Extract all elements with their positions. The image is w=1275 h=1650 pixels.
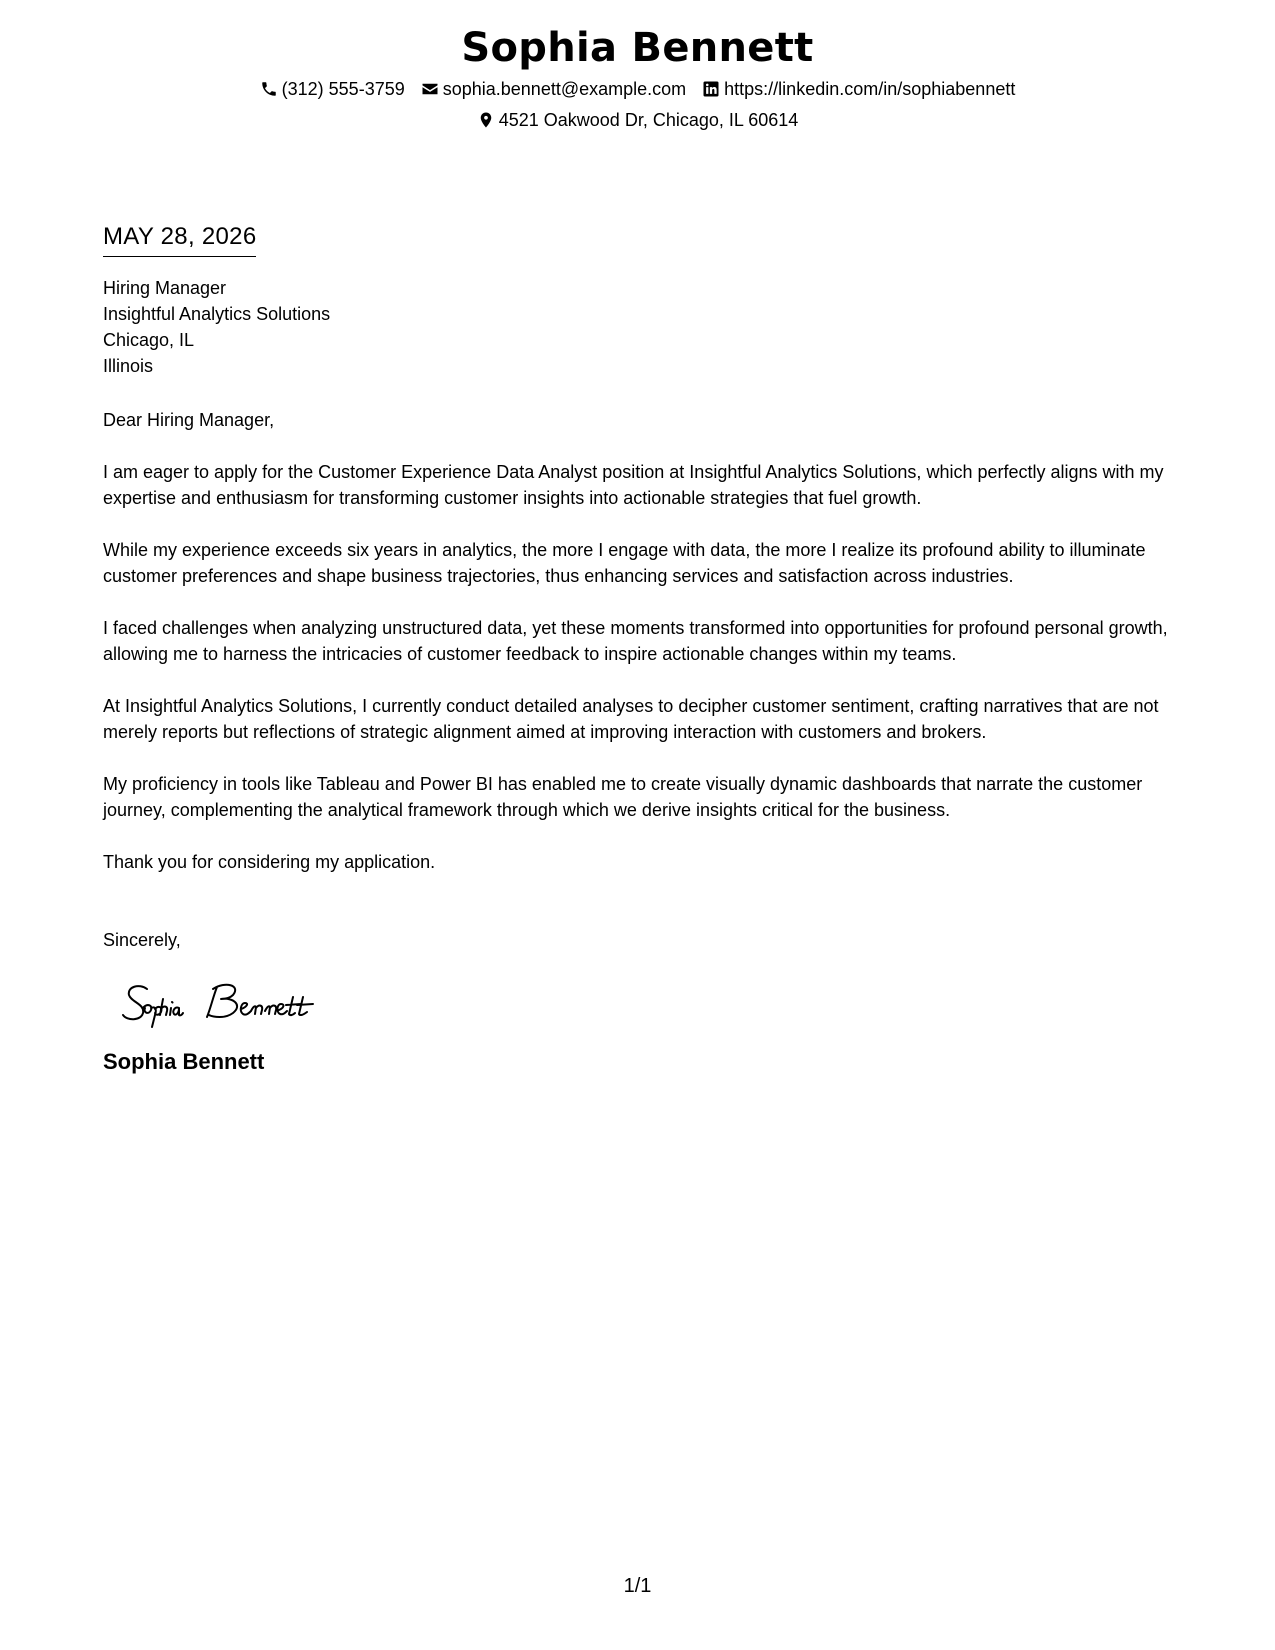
body-paragraph: Thank you for considering my application. [103, 852, 436, 872]
address-row [0, 107, 1275, 133]
body-paragraph: My proficiency in tools like Tableau and Power BI has enabled me to create visually dynamic dashboards that narrate the customer journey, complementing the analytical framework through which we derive insights critical for the business. [103, 774, 1143, 820]
contact-phone [260, 76, 405, 102]
email-text[interactable]: sophia.bennett@example.com [442, 79, 687, 99]
letter-body [103, 220, 1173, 1077]
page-number: 1/1 [623, 1575, 652, 1597]
address-text: 4521 Oakwood Dr, Chicago, IL 60614 [498, 110, 799, 130]
letter-header [0, 22, 1275, 133]
recipient-line: Insightful Analytics Solutions [103, 304, 331, 324]
contact-row [0, 76, 1275, 102]
handwritten-signature [117, 975, 347, 1035]
contact-address [477, 107, 799, 133]
recipient-line: Hiring Manager [103, 278, 227, 298]
contact-linkedin[interactable] [702, 76, 1015, 102]
body-paragraph: At Insightful Analytics Solutions, I currently conduct detailed analyses to decipher customer sentiment, crafting narratives that are not merely reports but reflections of strategic alignment aimed at improving interaction with customers and brokers. [103, 696, 1159, 742]
linkedin-text[interactable]: https://linkedin.com/in/sophiabennett [724, 79, 1016, 99]
letter-date: MAY 28, 2026 [103, 220, 256, 257]
body-paragraph: I faced challenges when analyzing unstructured data, yet these moments transformed into opportunities for profound personal growth, allowing me to harness the intricacies of customer feedback to inspire actionable changes within my teams. [103, 618, 1168, 664]
recipient-block [103, 275, 1173, 379]
salutation: Dear Hiring Manager, [103, 410, 275, 430]
recipient-line: Illinois [103, 356, 154, 376]
signed-name: Sophia Bennett [103, 1049, 265, 1074]
envelope-icon [421, 80, 439, 98]
body-paragraph: I am eager to apply for the Customer Experience Data Analyst position at Insightful Analytics Solutions, which perfectly aligns with my expertise and enthusiasm for transforming customer insights into actionable strategies that fuel growth. [103, 462, 1164, 508]
map-marker-icon [477, 111, 495, 129]
linkedin-icon [702, 80, 720, 98]
phone-text: (312) 555-3759 [281, 79, 405, 99]
contact-email[interactable] [421, 76, 686, 102]
body-paragraph: While my experience exceeds six years in analytics, the more I engage with data, the more I realize its profound ability to illuminate customer preferences and shape business trajectories, thus enhancing services and satisfaction across industries. [103, 540, 1146, 586]
phone-icon [260, 80, 278, 98]
recipient-line: Chicago, IL [103, 330, 195, 350]
applicant-name: Sophia Bennett [461, 25, 814, 71]
closing: Sincerely, [103, 930, 181, 950]
